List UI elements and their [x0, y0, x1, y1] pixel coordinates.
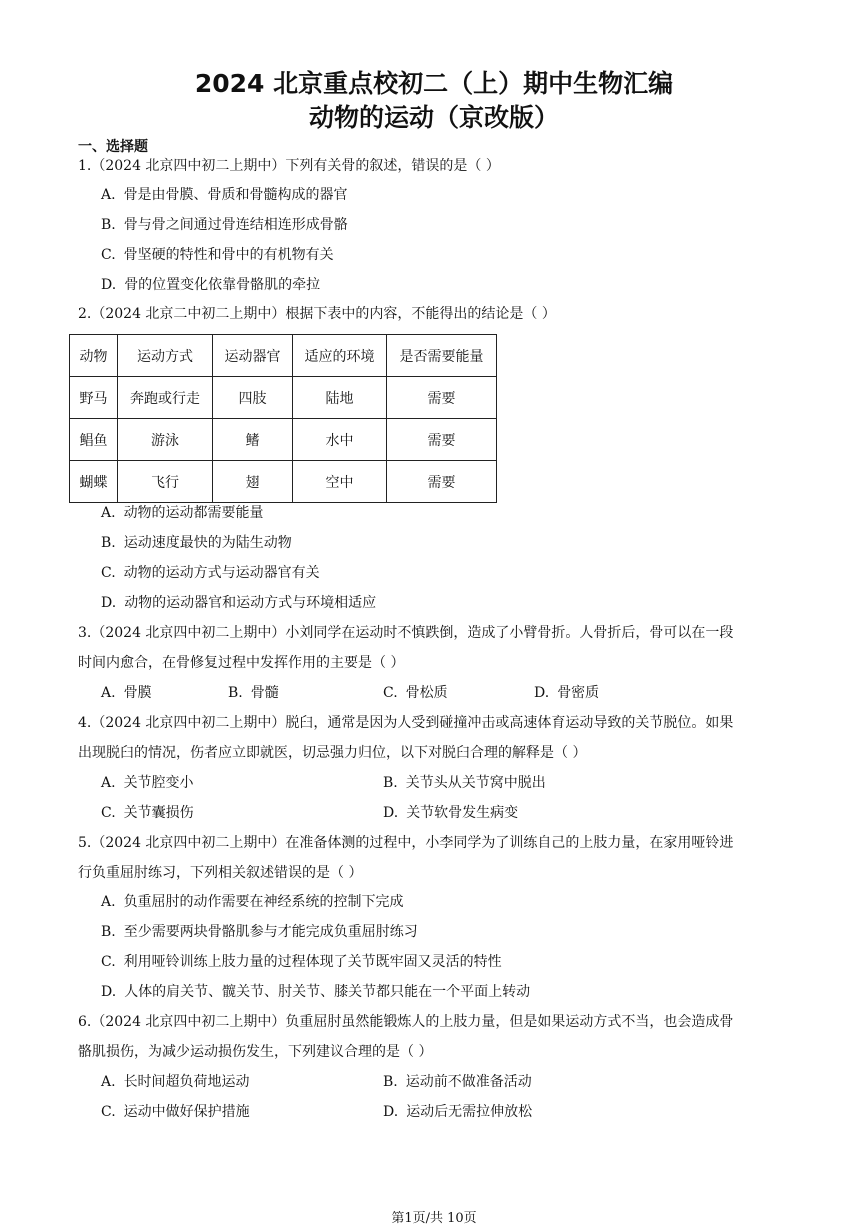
q1-option-d: D. 骨的位置变化依靠骨骼肌的牵拉: [101, 277, 321, 293]
table-cell: 空中: [293, 461, 387, 503]
table-row: [70, 461, 497, 503]
q4-option-a: A. 关节腔变小: [101, 775, 194, 791]
table-cell: 游泳: [118, 419, 213, 461]
table-cell: 水中: [293, 419, 387, 461]
page-subtitle: 动物的运动（京改版）: [308, 103, 559, 132]
table-cell: 需要: [387, 377, 497, 419]
q5-option-b: B. 至少需要两块骨骼肌参与才能完成负重屈肘练习: [101, 924, 418, 940]
table-cell: 陆地: [293, 377, 387, 419]
table-header-cell: 运动器官: [213, 335, 293, 377]
section-heading: 一、选择题: [78, 139, 148, 155]
table-cell: 飞行: [118, 461, 213, 503]
q5-option-a: A. 负重屈肘的动作需要在神经系统的控制下完成: [101, 894, 404, 910]
q3-option-b: B. 骨髓: [228, 685, 279, 701]
table-cell: 需要: [387, 461, 497, 503]
table-cell: 翅: [213, 461, 293, 503]
table-header-cell: 是否需要能量: [387, 335, 497, 377]
q6-option-c: C. 运动中做好保护措施: [101, 1104, 250, 1120]
table-cell: 需要: [387, 419, 497, 461]
table-header-cell: 运动方式: [118, 335, 213, 377]
q4-option-b: B. 关节头从关节窝中脱出: [383, 775, 546, 791]
q2-option-a: A. 动物的运动都需要能量: [101, 505, 264, 521]
q5-option-d: D. 人体的肩关节、髋关节、肘关节、膝关节都只能在一个平面上转动: [101, 984, 531, 1000]
q1-option-c: C. 骨坚硬的特性和骨中的有机物有关: [101, 247, 334, 263]
q4-option-c: C. 关节囊损伤: [101, 805, 194, 821]
q4-option-d: D. 关节软骨发生病变: [383, 805, 519, 821]
table-cell: 鳍: [213, 419, 293, 461]
table-row: [70, 419, 497, 461]
table-cell: 野马: [70, 377, 118, 419]
question-5-stem-cont: 行负重屈肘练习，下列相关叙述错误的是（ ）: [78, 865, 363, 881]
q2-option-c: C. 动物的运动方式与运动器官有关: [101, 565, 320, 581]
question-1-stem: 1.（2024 北京四中初二上期中）下列有关骨的叙述，错误的是（ ）: [78, 158, 500, 174]
q6-option-a: A. 长时间超负荷地运动: [101, 1074, 250, 1090]
question-2-stem: 2.（2024 北京二中初二上期中）根据下表中的内容，不能得出的结论是（ ）: [78, 306, 556, 322]
table-row: [70, 377, 497, 419]
q3-option-a: A. 骨膜: [101, 685, 152, 701]
table-cell: 蝴蝶: [70, 461, 118, 503]
q6-option-b: B. 运动前不做准备活动: [383, 1074, 532, 1090]
q1-option-a: A. 骨是由骨膜、骨质和骨髓构成的器官: [101, 187, 348, 203]
table-cell: 四肢: [213, 377, 293, 419]
question-5-stem: 5.（2024 北京四中初二上期中）在准备体测的过程中，小李同学为了训练自己的上肢力量，在家用哑铃进: [78, 835, 734, 851]
question-6-stem-cont: 骼肌损伤，为减少运动损伤发生，下列建议合理的是（ ）: [78, 1044, 433, 1060]
table-cell: 奔跑或行走: [118, 377, 213, 419]
q2-option-b: B. 运动速度最快的为陆生动物: [101, 535, 292, 551]
q2-option-d: D. 动物的运动器官和运动方式与环境相适应: [101, 595, 377, 611]
table-header-row: [70, 335, 497, 377]
q6-option-d: D. 运动后无需拉伸放松: [383, 1104, 533, 1120]
q1-option-b: B. 骨与骨之间通过骨连结相连形成骨骼: [101, 217, 348, 233]
animal-movement-table: [69, 334, 497, 503]
q5-option-c: C. 利用哑铃训练上肢力量的过程体现了关节既牢固又灵活的特性: [101, 954, 502, 970]
question-3-stem: 3.（2024 北京四中初二上期中）小刘同学在运动时不慎跌倒，造成了小臂骨折。人骨折后，骨可以在一段: [78, 625, 734, 641]
question-4-stem-cont: 出现脱臼的情况，伤者应立即就医，切忌强力归位，以下对脱臼合理的解释是（ ）: [78, 745, 587, 761]
page-title: 2024 北京重点校初二（上）期中生物汇编: [194, 69, 674, 98]
table-cell: 鲳鱼: [70, 419, 118, 461]
q3-option-c: C. 骨松质: [383, 685, 448, 701]
page-number: 第1页/共 10页: [391, 1211, 477, 1226]
table-header-cell: 适应的环境: [293, 335, 387, 377]
question-4-stem: 4.（2024 北京四中初二上期中）脱臼，通常是因为人受到碰撞冲击或高速体育运动导致的关节脱位。如果: [78, 715, 734, 731]
question-3-stem-cont: 时间内愈合，在骨修复过程中发挥作用的主要是（ ）: [78, 655, 405, 671]
table-header-cell: 动物: [70, 335, 118, 377]
q3-option-d: D. 骨密质: [534, 685, 600, 701]
question-6-stem: 6.（2024 北京四中初二上期中）负重屈肘虽然能锻炼人的上肢力量，但是如果运动方式不当，也会造成骨: [78, 1014, 734, 1030]
